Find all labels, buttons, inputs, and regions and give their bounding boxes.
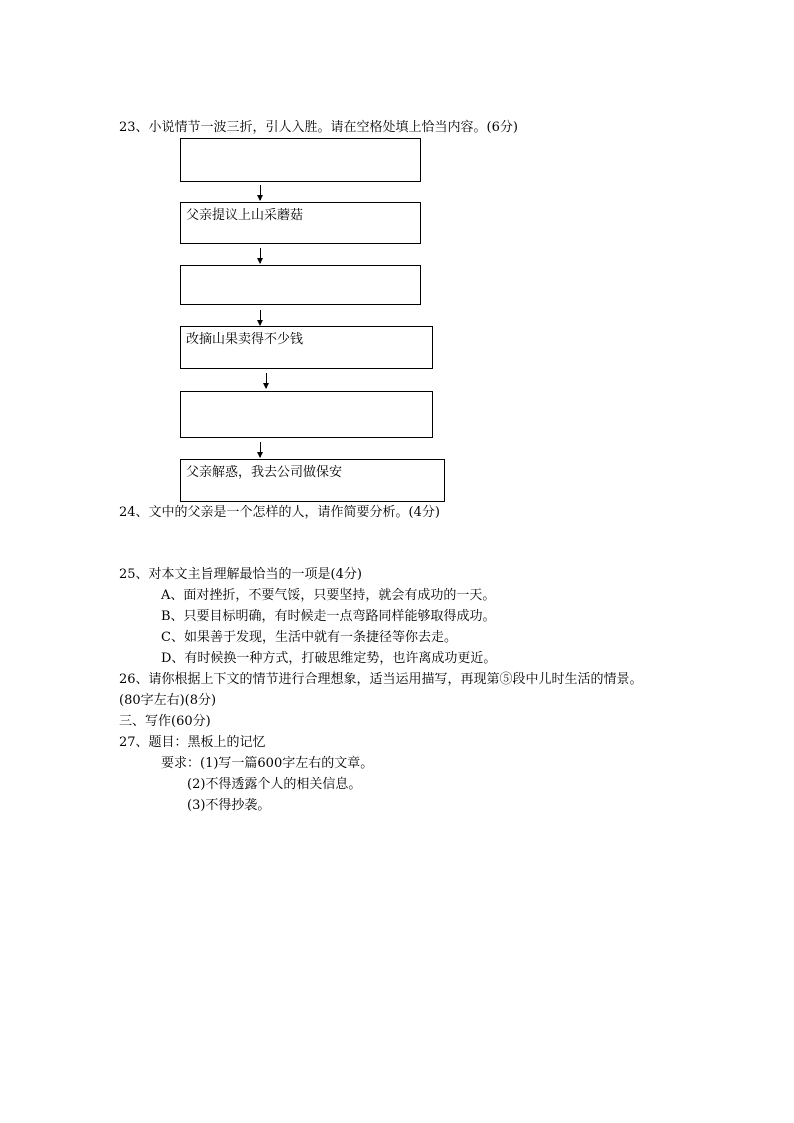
flow-box-5-blank[interactable]	[180, 391, 433, 438]
q27-title: 27、题目：黑板上的记忆	[119, 735, 266, 750]
q27-requirement-2: (2)不得透露个人的相关信息。	[187, 777, 362, 792]
q27-requirement-1: 要求：(1)写一篇600字左右的文章。	[161, 756, 374, 771]
flow-box-4	[180, 326, 433, 369]
flow-box-text: 父亲解惑，我去公司做保安	[186, 465, 343, 480]
q25-option-b[interactable]: B、只要目标明确，有时候走一点弯路同样能够取得成功。	[161, 609, 496, 624]
q25-option-d[interactable]: D、有时候换一种方式，打破思维定势，也许离成功更近。	[161, 651, 497, 666]
flow-arrow-icon	[260, 442, 261, 457]
flow-box-2	[180, 202, 421, 244]
flow-box-6	[180, 459, 445, 502]
flow-arrow-icon	[260, 248, 261, 263]
flow-arrow-icon	[260, 185, 261, 200]
flow-arrow-icon	[260, 310, 261, 325]
flow-box-3-blank[interactable]	[180, 265, 421, 305]
q26-prompt-line2: (80字左右)(8分)	[119, 693, 217, 708]
q25-option-a[interactable]: A、面对挫折，不要气馁，只要坚持，就会有成功的一天。	[161, 588, 496, 603]
q25-option-c[interactable]: C、如果善于发现，生活中就有一条捷径等你去走。	[161, 630, 457, 645]
flow-box-1-blank[interactable]	[180, 138, 421, 182]
q24-prompt: 24、文中的父亲是一个怎样的人，请作简要分析。(4分)	[119, 505, 440, 520]
flow-box-text: 父亲提议上山采蘑菇	[186, 208, 304, 223]
q25-prompt: 25、对本文主旨理解最恰当的一项是(4分)	[119, 567, 362, 582]
q23-prompt: 23、小说情节一波三折，引人入胜。请在空格处填上恰当内容。(6分)	[119, 120, 518, 135]
q26-prompt-line1: 26、请你根据上下文的情节进行合理想象，适当运用描写，再现第⑤段中儿时生活的情景。	[119, 672, 643, 687]
flow-box-text: 改摘山果卖得不少钱	[186, 332, 304, 347]
section3-title: 三、写作(60分)	[119, 714, 211, 729]
q27-requirement-3: (3)不得抄袭。	[187, 798, 271, 813]
flow-arrow-icon	[266, 373, 267, 388]
